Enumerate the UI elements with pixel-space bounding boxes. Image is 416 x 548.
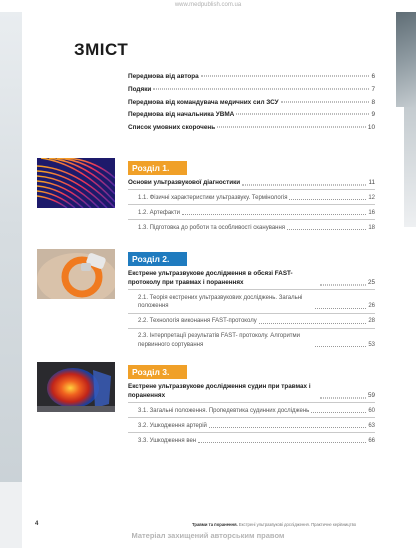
left-decorative-strip — [0, 12, 22, 548]
section-1-thumbnail — [37, 158, 115, 208]
page-number: 28 — [368, 318, 375, 324]
toc-entry[interactable]: Подяки 7 — [128, 85, 375, 93]
page-number: 16 — [368, 209, 375, 216]
section-3-thumbnail — [37, 362, 115, 412]
right-decorative-strip — [396, 12, 416, 107]
toc-subentry[interactable]: 2.2. Технологія виконання FAST-протоколу 28 — [138, 318, 375, 324]
toc-subentry[interactable]: 1.1. Фізичні характеристики ультразвуку. Термінологія 12 — [138, 194, 375, 201]
toc-subentry[interactable]: 2.3. Інтерпретації результатів FAST- протоколу. Алгоритми первинного сортування 53 — [138, 333, 375, 348]
page-number: 18 — [368, 224, 375, 231]
section-badge: Розділ 2. — [128, 252, 187, 266]
section-2-thumbnail — [37, 249, 115, 299]
page-number-footer: 4 — [35, 521, 39, 527]
front-matter-list — [128, 73, 375, 137]
page-number: 60 — [368, 407, 375, 414]
toc-subentry[interactable]: 1.3. Підготовка до роботи та особливості сканування 18 — [138, 224, 375, 231]
toc-subentry[interactable]: 3.1. Загальні положення. Пропедевтика судинних досліджень 60 — [138, 407, 375, 414]
section-badge: Розділ 1. — [128, 161, 187, 175]
toc-subentry[interactable]: 1.2. Артефакти 16 — [138, 209, 375, 216]
site-url: www.medpublish.com.ua — [174, 2, 242, 8]
section-title[interactable]: Основи ультразвукової діагностики 11 — [128, 179, 375, 186]
section-title[interactable]: Екстрене ультразвукове дослідження в обсязі FAST-протоколу при травмах і пораненнях 25 — [128, 270, 375, 286]
toc-entry[interactable]: Передмова від автора 6 — [128, 73, 375, 80]
page-number: 53 — [368, 341, 375, 348]
toc-entry[interactable]: Передмова від начальника УВМА 9 — [128, 111, 375, 119]
section-title[interactable]: Екстрене ультразвукове дослідження судин при травмах і пораненнях 59 — [128, 383, 375, 399]
page-number: 11 — [368, 179, 375, 186]
toc-entry[interactable]: Передмова від командувача медичних сил ЗСУ 8 — [128, 98, 375, 106]
page-number: 66 — [368, 437, 375, 444]
page-number: 9 — [371, 111, 375, 119]
page-title: ЗМІСТ — [74, 40, 129, 59]
toc-entry[interactable]: Список умовних скорочень 10 — [128, 124, 375, 132]
page-number: 63 — [368, 422, 375, 429]
toc-subentry[interactable]: 3.2. Ушкодження артерій 63 — [138, 422, 375, 429]
page-number: 59 — [367, 392, 375, 399]
page-number: 8 — [371, 98, 375, 106]
page-number: 12 — [368, 194, 375, 201]
page-number: 25 — [367, 279, 375, 286]
section-badge: Розділ 3. — [128, 365, 187, 379]
page-number: 6 — [371, 73, 375, 80]
toc-subentry[interactable]: 3.3. Ушкодження вен 66 — [138, 437, 375, 444]
page-number: 10 — [367, 124, 375, 132]
page-number: 26 — [368, 303, 375, 309]
right-decorative-strip-fade — [404, 107, 416, 227]
copyright-notice: Матеріал захищений авторським правом — [131, 531, 285, 540]
book-title-footer: Травми та поранення. Екстрені ультразвукові дослідження. Практичне керівництво — [192, 522, 357, 527]
page-number: 7 — [371, 85, 375, 93]
toc-subentry[interactable]: 2.1. Теорія екстрених ультразвукових досліджень. Загальні положення 26 — [138, 294, 375, 309]
